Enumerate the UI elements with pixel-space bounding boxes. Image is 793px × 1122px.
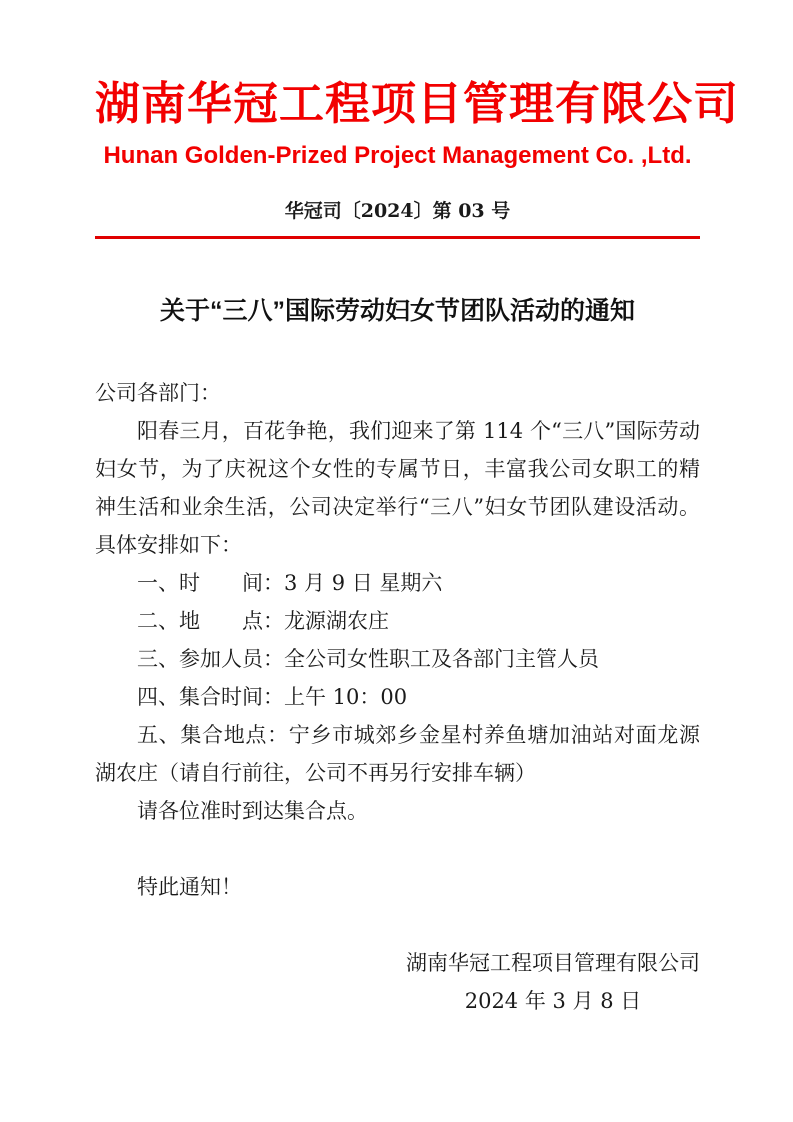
company-name-english: Hunan Golden-Prized Project Management Co. ,Ltd. <box>103 142 692 169</box>
item-meeting-place: 五、集合地点：宁乡市城郊乡金星村养鱼塘加油站对面龙源湖农庄（请自行前往，公司不再另行安排车辆） <box>95 723 700 785</box>
red-divider-rule <box>95 236 700 239</box>
signature-block <box>95 944 700 1020</box>
item-meeting-time: 四、集合时间：上午 10：00 <box>137 685 408 709</box>
company-name-chinese: 湖南华冠工程项目管理有限公司 <box>95 78 740 129</box>
item-time: 一、时 间：3 月 9 日 星期六 <box>137 571 443 595</box>
signature-company: 湖南华冠工程项目管理有限公司 <box>406 951 700 975</box>
notice-body <box>95 295 700 1020</box>
intro-paragraph: 阳春三月，百花争艳，我们迎来了第 114 个“三八”国际劳动妇女节，为了庆祝这个女性的专属节日，丰富我公司女职工的精神生活和业余生活，公司决定举行“三八”妇女节团队建设活动。具体安排如下： <box>95 419 700 557</box>
salutation: 公司各部门： <box>95 381 221 405</box>
signature-date: 2024 年 3 月 8 日 <box>464 989 642 1013</box>
notice-text <box>95 374 700 906</box>
closing-line: 特此通知！ <box>137 875 242 899</box>
letterhead <box>95 76 740 239</box>
item-participants: 三、参加人员：全公司女性职工及各部门主管人员 <box>137 647 599 671</box>
item-place: 二、地 点：龙源湖农庄 <box>137 609 389 633</box>
reminder-line: 请各位准时到达集合点。 <box>137 799 368 823</box>
document-number: 华冠司〔2024〕第 03 号 <box>284 200 511 222</box>
notice-title: 关于“三八”国际劳动妇女节团队活动的通知 <box>159 297 635 325</box>
